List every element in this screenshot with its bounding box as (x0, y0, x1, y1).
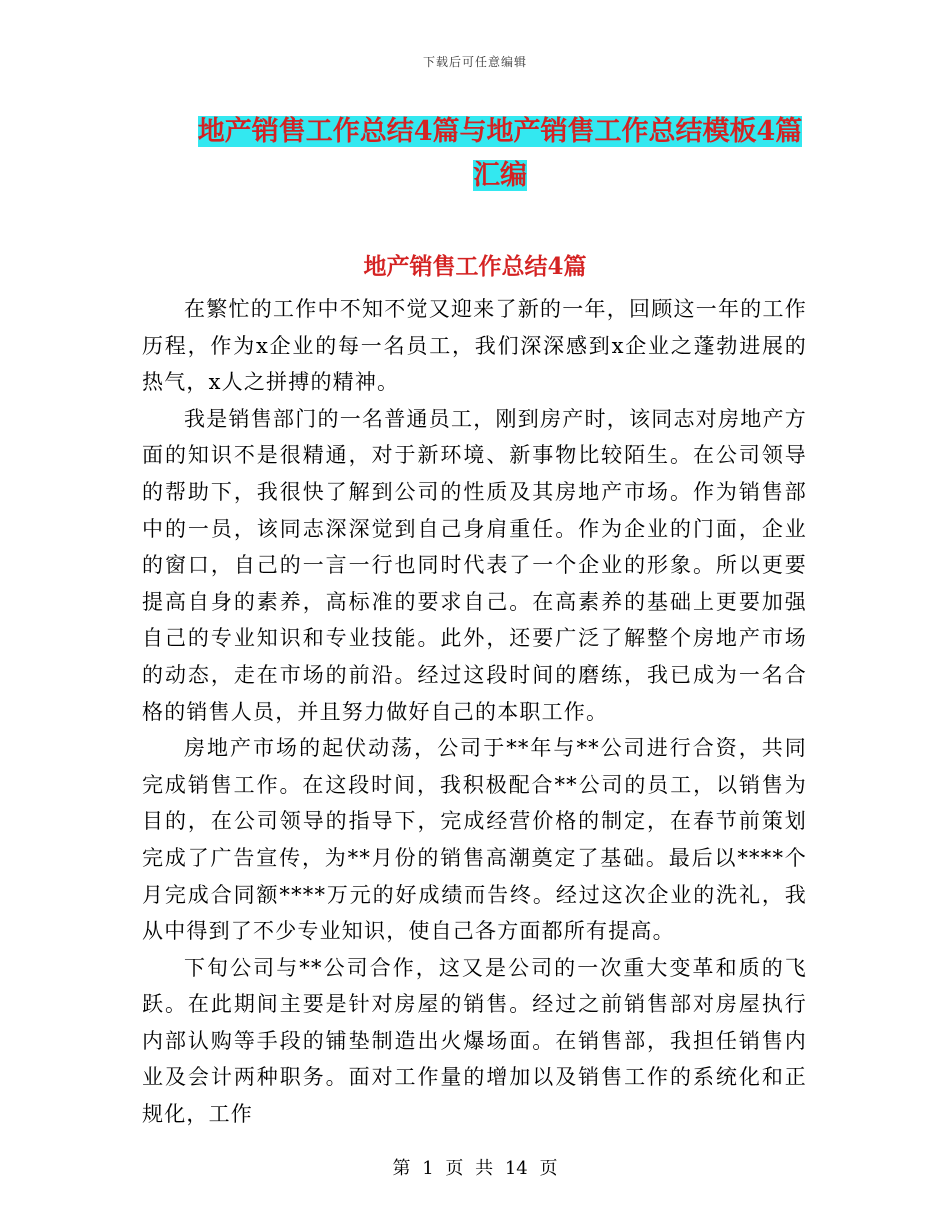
section-title: 地产销售工作总结4篇 (363, 253, 587, 280)
page-header-note: 下载后可任意编辑 (422, 55, 527, 69)
paragraph-2: 我是销售部门的一名普通员工，刚到房产时，该同志对房地产方面的知识不是很精通，对于新环境、新事物比较陌生。在公司领导的帮助下，我很快了解到公司的性质及其房地产市场。作为销售部中的一员，该同志深深觉到自己身肩重任。作为企业的门面，企业的窗口，自己的一言一行也同时代表了一个企业的形象。所以更要提高自身的素养，高标准的要求自己。在高素养的基础上更要加强自己的专业知识和专业技能。此外，还要广泛了解整个房地产市场的动态，走在市场的前沿。经过这段时间的磨练，我已成为一名合格的销售人员，并且努力做好自己的本职工作。 (142, 406, 807, 724)
document-title-line1: 地产销售工作总结4篇与地产销售工作总结模板4篇 (197, 116, 803, 147)
paragraph-4: 下旬公司与**公司合作，这又是公司的一次重大变革和质的飞跃。在此期间主要是针对房屋的销售。经过之前销售部对房屋执行内部认购等手段的铺垫制造出火爆场面。在销售部，我担任销售内业及会计两种职务。面对工作量的增加以及销售工作的系统化和正规化，工作 (142, 955, 807, 1127)
document-title-line2: 汇编 (473, 160, 527, 191)
page-number-footer: 第 1 页 共 14 页 (392, 1158, 558, 1179)
document-title (150, 110, 850, 198)
paragraph-3: 房地产市场的起伏动荡，公司于**年与**公司进行合资，共同完成销售工作。在这段时间，我积极配合**公司的员工，以销售为目的，在公司领导的指导下，完成经营价格的制定，在春节前策划完成了广告宣传，为**月份的销售高潮奠定了基础。最后以****个月完成合同额****万元的好成绩而告终。经过这次企业的洗礼，我从中得到了不少专业知识，使自己各方面都所有提高。 (142, 736, 807, 944)
document-body (142, 291, 807, 1133)
paragraph-1: 在繁忙的工作中不知不觉又迎来了新的一年，回顾这一年的工作历程，作为x企业的每一名员工，我们深深感到x企业之蓬勃进展的热气，x人之拼搏的精神。 (142, 297, 807, 395)
